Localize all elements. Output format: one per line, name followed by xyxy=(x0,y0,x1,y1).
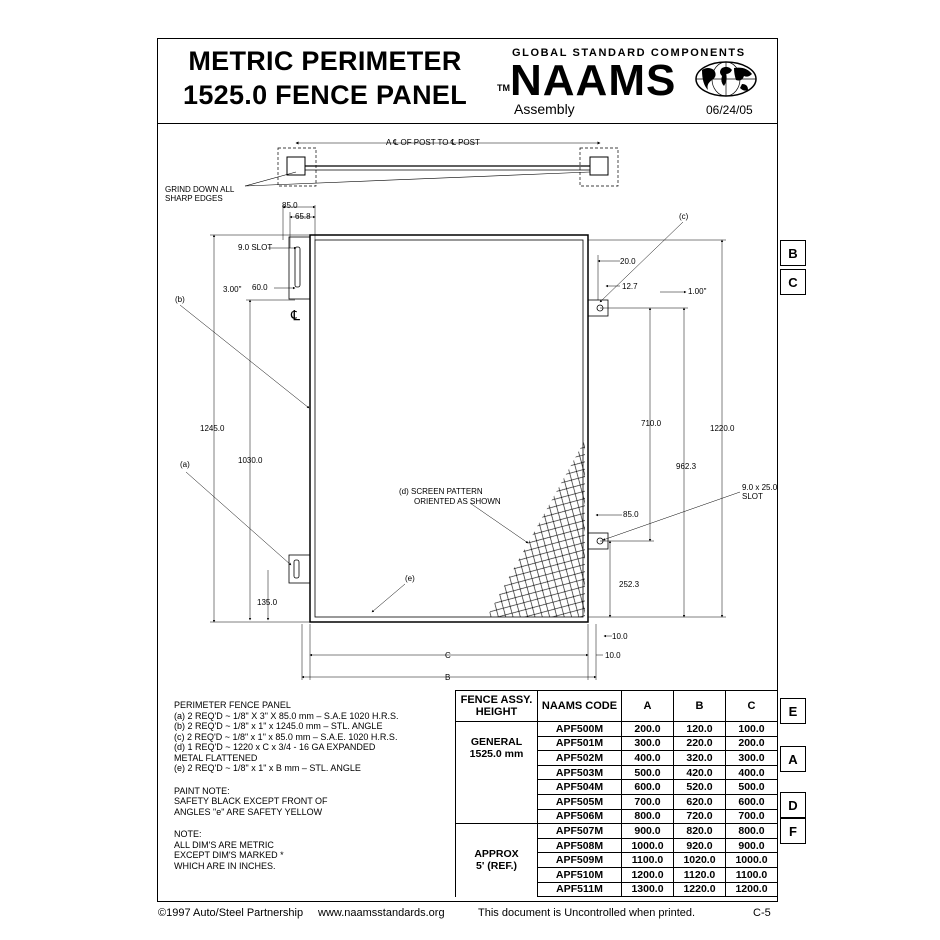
dim-135: 135.0 xyxy=(257,598,278,607)
cell-a: 700.0 xyxy=(622,794,674,809)
top-view xyxy=(245,143,618,186)
callout-e: (e) xyxy=(405,574,415,583)
cell-c: 800.0 xyxy=(726,824,778,839)
dim-85-right: 85.0 xyxy=(623,510,639,519)
cell-c: 400.0 xyxy=(726,765,778,780)
fence-size-table xyxy=(455,690,778,897)
paint-note xyxy=(174,786,398,818)
cell-b: 720.0 xyxy=(674,809,726,824)
title-line-1: METRIC PERIMETER xyxy=(188,46,462,76)
page-number: C-5 xyxy=(753,907,771,919)
dim-85: 85.0 xyxy=(282,201,298,210)
section-tab-b: B xyxy=(780,240,806,266)
section-tab-c: C xyxy=(780,269,806,295)
cell-code: APF510M xyxy=(538,867,622,882)
parts-notes xyxy=(174,700,398,883)
trademark: TM xyxy=(497,83,510,93)
cell-code: APF511M xyxy=(538,882,622,897)
cell-a: 500.0 xyxy=(622,765,674,780)
col-header-c: C xyxy=(726,691,778,722)
website-link[interactable]: www.naamsstandards.org xyxy=(318,907,445,919)
parts-line: METAL FLATTENED xyxy=(174,752,258,763)
callout-c: (c) xyxy=(679,212,689,221)
cell-code: APF501M xyxy=(538,736,622,751)
cell-b: 620.0 xyxy=(674,794,726,809)
cell-c: 500.0 xyxy=(726,780,778,795)
cell-b: 1220.0 xyxy=(674,882,726,897)
cell-c: 900.0 xyxy=(726,838,778,853)
parts-line: (b) 2 REQ'D ~ 1/8" x 1" x 1245.0 mm – STL. ANGLE xyxy=(174,721,383,731)
note-grind-2: SHARP EDGES xyxy=(165,194,223,203)
cell-code: APF504M xyxy=(538,780,622,795)
leader-lines xyxy=(180,222,740,612)
dim-962-3: 962.3 xyxy=(676,462,697,471)
cell-a: 1100.0 xyxy=(622,853,674,868)
parts-line: (d) 1 REQ'D ~ 1220 x C x 3/4 - 16 GA EXPANDED xyxy=(174,742,376,752)
col-header-b: B xyxy=(674,691,726,722)
dim-10-a: 10.0 xyxy=(612,632,628,641)
cell-code: APF506M xyxy=(538,809,622,824)
dim-post-to-post: A ℄ OF POST TO ℄ POST xyxy=(386,138,480,147)
table-row xyxy=(456,722,778,737)
svg-text:℄: ℄ xyxy=(291,307,300,323)
note-grind-1: GRIND DOWN ALL xyxy=(165,185,235,194)
parts-line: (e) 2 REQ'D ~ 1/8" x 1" x B mm – STL. ANGLE xyxy=(174,763,361,773)
dim-slot-9: 9.0 SLOT xyxy=(238,243,273,252)
cell-b: 1020.0 xyxy=(674,853,726,868)
parts-line: (a) 2 REQ'D ~ 1/8" X 3" X 85.0 mm – S.A.E 1020 H.R.S. xyxy=(174,710,399,721)
dim-3-in: 3.00" xyxy=(223,285,242,294)
cell-b: 220.0 xyxy=(674,736,726,751)
cell-a: 600.0 xyxy=(622,780,674,795)
cell-a: 900.0 xyxy=(622,824,674,839)
title-line-2: 1525.0 FENCE PANEL xyxy=(183,80,467,110)
note-line: NOTE: xyxy=(174,829,202,839)
cell-c: 600.0 xyxy=(726,794,778,809)
dim-1030: 1030.0 xyxy=(238,456,263,465)
table-header-row xyxy=(456,691,778,722)
cell-b: 1120.0 xyxy=(674,867,726,882)
dim-1-in: 1.00" xyxy=(688,287,707,296)
cell-b: 320.0 xyxy=(674,751,726,766)
col-header-a: A xyxy=(622,691,674,722)
section-tab-f: F xyxy=(780,818,806,844)
paint-line: ANGLES "e" ARE SAFETY YELLOW xyxy=(174,806,323,817)
dim-slot-9x25: 9.0 x 25.0 xyxy=(742,483,778,492)
cell-code: APF503M xyxy=(538,765,622,780)
section-tab-e: E xyxy=(780,698,806,724)
cell-a: 1200.0 xyxy=(622,867,674,882)
cell-b: 120.0 xyxy=(674,722,726,737)
parts-line: PERIMETER FENCE PANEL xyxy=(174,700,291,710)
parts-line: (c) 2 REQ'D ~ 1/8" x 1" x 85.0 mm – S.A.E. 1020 H.R.S. xyxy=(174,731,398,742)
dim-12-7: 12.7 xyxy=(622,282,638,291)
copyright: ©1997 Auto/Steel Partnership xyxy=(158,907,304,919)
cell-b: 420.0 xyxy=(674,765,726,780)
cell-c: 1200.0 xyxy=(726,882,778,897)
note-screen-1: (d) SCREEN PATTERN xyxy=(399,487,483,496)
cell-b: 820.0 xyxy=(674,824,726,839)
dim-slot-label: SLOT xyxy=(742,492,763,501)
cell-c: 100.0 xyxy=(726,722,778,737)
cell-a: 800.0 xyxy=(622,809,674,824)
note-line: WHICH ARE IN INCHES. xyxy=(174,860,276,871)
cell-code: APF507M xyxy=(538,824,622,839)
cell-code: APF502M xyxy=(538,751,622,766)
section-tab-a: A xyxy=(780,746,806,772)
dim-252-3: 252.3 xyxy=(619,580,640,589)
dim-c: C xyxy=(445,651,451,660)
cell-c: 200.0 xyxy=(726,736,778,751)
cell-b: 520.0 xyxy=(674,780,726,795)
dim-65-8: 65.8 xyxy=(295,212,311,221)
paint-line: PAINT NOTE: xyxy=(174,785,230,796)
group-approx: APPROX 5' (REF.) xyxy=(456,824,538,897)
assembly-label: Assembly xyxy=(514,101,575,117)
dim-1220: 1220.0 xyxy=(710,424,735,433)
parts-list xyxy=(174,700,398,774)
note-line: ALL DIM'S ARE METRIC xyxy=(174,839,274,850)
cell-code: APF508M xyxy=(538,838,622,853)
col-header-code: NAAMS CODE xyxy=(538,691,622,722)
revision-date: 06/24/05 xyxy=(706,103,753,117)
dim-710: 710.0 xyxy=(641,419,662,428)
dimension-note xyxy=(174,829,398,871)
cell-c: 300.0 xyxy=(726,751,778,766)
cell-code: APF500M xyxy=(538,722,622,737)
callout-b: (b) xyxy=(175,295,185,304)
dim-10-b: 10.0 xyxy=(605,651,621,660)
cell-c: 1100.0 xyxy=(726,867,778,882)
cell-c: 1000.0 xyxy=(726,853,778,868)
brand-logo-text: NAAMS xyxy=(510,56,677,105)
dim-60: 60.0 xyxy=(252,283,268,292)
cell-code: APF509M xyxy=(538,853,622,868)
cell-c: 700.0 xyxy=(726,809,778,824)
table-row xyxy=(456,824,778,839)
cell-b: 920.0 xyxy=(674,838,726,853)
dimension-lines xyxy=(210,205,726,680)
cell-a: 1000.0 xyxy=(622,838,674,853)
group-general: GENERAL 1525.0 mm xyxy=(456,722,538,824)
col-header-height: FENCE ASSY. HEIGHT xyxy=(456,691,538,722)
panel-frame xyxy=(310,235,588,622)
cell-a: 200.0 xyxy=(622,722,674,737)
dim-20: 20.0 xyxy=(620,257,636,266)
paint-line: SAFETY BLACK EXCEPT FRONT OF xyxy=(174,796,328,806)
cell-a: 1300.0 xyxy=(622,882,674,897)
uncontrolled-notice: This document is Uncontrolled when printed. xyxy=(478,907,696,919)
cell-code: APF505M xyxy=(538,794,622,809)
cell-a: 300.0 xyxy=(622,736,674,751)
dim-b: B xyxy=(445,673,451,682)
note-screen-2: ORIENTED AS SHOWN xyxy=(414,497,501,506)
section-tab-d: D xyxy=(780,792,806,818)
dim-1245: 1245.0 xyxy=(200,424,225,433)
callout-a: (a) xyxy=(180,460,190,469)
note-line: EXCEPT DIM'S MARKED * xyxy=(174,850,284,860)
cell-a: 400.0 xyxy=(622,751,674,766)
brand-tagline: GLOBAL STANDARD COMPONENTS xyxy=(512,47,746,59)
